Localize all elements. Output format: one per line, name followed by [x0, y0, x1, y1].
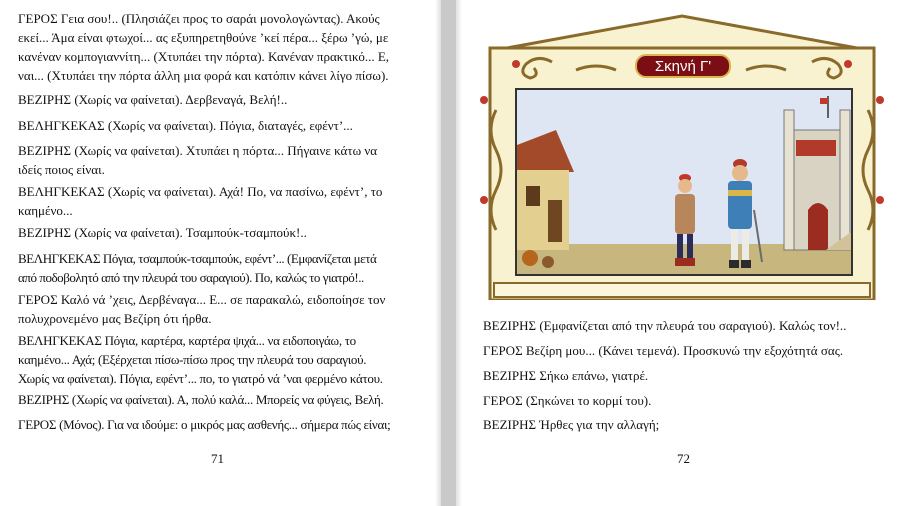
text-line: ΒΕΖΙΡΗΣ Ήρθες για την αλλαγή;	[483, 417, 660, 432]
text-line: πολυχρονεμένο μας Βεζίρη ότι ήρθα.	[18, 311, 212, 326]
gutter-shadow	[435, 0, 441, 506]
text-line: ΒΕΛΗΓΚΕΚΑΣ (Χωρίς να φαίνεται). Πόγια, διαταγές, εφέντ’...	[18, 118, 353, 133]
text-line: ΒΕΛΗΓΚΕΚΑΣ Πόγια, καρτέρα, καρτέρα ψιχά... να ειδοποιγάω, το	[18, 333, 356, 348]
text-line: ΒΕΖΙΡΗΣ (Χωρίς να φαίνεται). Δερβεναγά, Βελή!..	[18, 92, 288, 107]
paragraph	[483, 316, 846, 335]
paragraph	[18, 290, 385, 328]
text-line: εκεί... Άμα είναι φτωχοί... ας εξυπηρετηθούνε ’κεί πέρα... ξέρω ’γώ, με	[18, 30, 389, 45]
paragraph	[483, 391, 651, 410]
text-line: ΒΕΖΙΡΗΣ Σήκω επάνω, γιατρέ.	[483, 368, 649, 383]
page-number: 71	[211, 451, 224, 466]
page-right	[456, 0, 901, 506]
tower	[784, 110, 851, 250]
paragraph	[18, 331, 383, 388]
paragraph	[18, 141, 377, 179]
paragraph	[18, 415, 390, 434]
text-line: ΒΕΖΙΡΗΣ (Εμφανίζεται από την πλευρά του σαραγιού). Καλώς τον!..	[483, 318, 847, 333]
page-left	[0, 0, 441, 506]
text-line: καημένο...	[18, 203, 73, 218]
stage-ledge	[494, 283, 870, 297]
text-line: κανέναν κομπογιαννίτη... (Χτυπάει την πόρτα). Κανέναν πρακτικό... Ε,	[18, 49, 390, 64]
text-line: ΓΕΡΟΣ Γεια σου!.. (Πλησιάζει προς το σαράι μονολογώντας). Ακούς	[18, 11, 380, 26]
paragraph	[18, 9, 389, 85]
theatre-illustration	[456, 0, 901, 300]
pediment	[496, 16, 868, 50]
text-line: ναι... (Χτυπάει την πόρτα άλλη μια φορά και κατόπιν κάνει λίγο πίσω).	[18, 68, 389, 83]
text-line: ΒΕΖΙΡΗΣ (Χωρίς να φαίνεται). Τσαμπούκ-τσαμπούκ!..	[18, 225, 307, 240]
text-line: από ποδοβολητό από την πλευρά του σαραγιού). Πο, καλώς το γιατρό!..	[18, 270, 364, 285]
text-line: ιδείς ποιος είναι.	[18, 162, 105, 177]
text-line: ΓΕΡΟΣ (Σηκώνει το κορμί του).	[483, 393, 652, 408]
text-line: ΓΕΡΟΣ Καλό νά ’χεις, Δερβέναγα... Ε... σε παρακαλώ, ειδοποίησε τον	[18, 292, 386, 307]
text-line: καημένο... Αχά; (Εξέρχεται πίσω-πίσω προς την πλευρά του σαραγιού.	[18, 352, 367, 367]
text-line: ΓΕΡΟΣ (Μόνος). Για να ιδούμε: ο μικρός μας ασθενής... σήμερα πώς είναι;	[18, 417, 391, 432]
paragraph	[18, 116, 353, 135]
text-line: ΓΕΡΟΣ Βεζίρη μου... (Κάνει τεμενά). Προσκυνώ την εξοχότητά σας.	[483, 343, 844, 358]
scene-title: Σκηνή Γ'	[654, 58, 712, 75]
text-line: ΒΕΖΙΡΗΣ (Χωρίς να φαίνεται). Χτυπάει η πόρτα... Πήγαινε κάτω να	[18, 143, 378, 158]
paragraph	[18, 390, 384, 409]
text-line: ΒΕΖΙΡΗΣ (Χωρίς να φαίνεται). Α, πολύ καλά... Μπορείς να φύγεις, Βελή.	[18, 392, 384, 407]
text-line: ΒΕΛΗΓΚΕΚΑΣ (Χωρίς να φαίνεται). Αχά! Πο, να πασίνω, εφέντ’, το	[18, 184, 383, 199]
paragraph	[18, 90, 287, 109]
paragraph	[18, 249, 376, 287]
paragraph	[483, 341, 843, 360]
paragraph	[18, 223, 307, 242]
paragraph	[18, 182, 382, 220]
text-line: ΒΕΛΗΓΚΕΚΑΣ Πόγια, τσαμπούκ-τσαμπούκ, εφέντ’... (Εμφανίζεται μετά	[18, 251, 377, 266]
paragraph	[483, 415, 659, 434]
page-number: 72	[677, 451, 690, 466]
paragraph	[483, 366, 648, 385]
text-line: Χωρίς να φαίνεται). Πόγια, εφέντ’... πο, το γιατρό νά ’ναι φερμένο κάτου.	[18, 371, 383, 386]
